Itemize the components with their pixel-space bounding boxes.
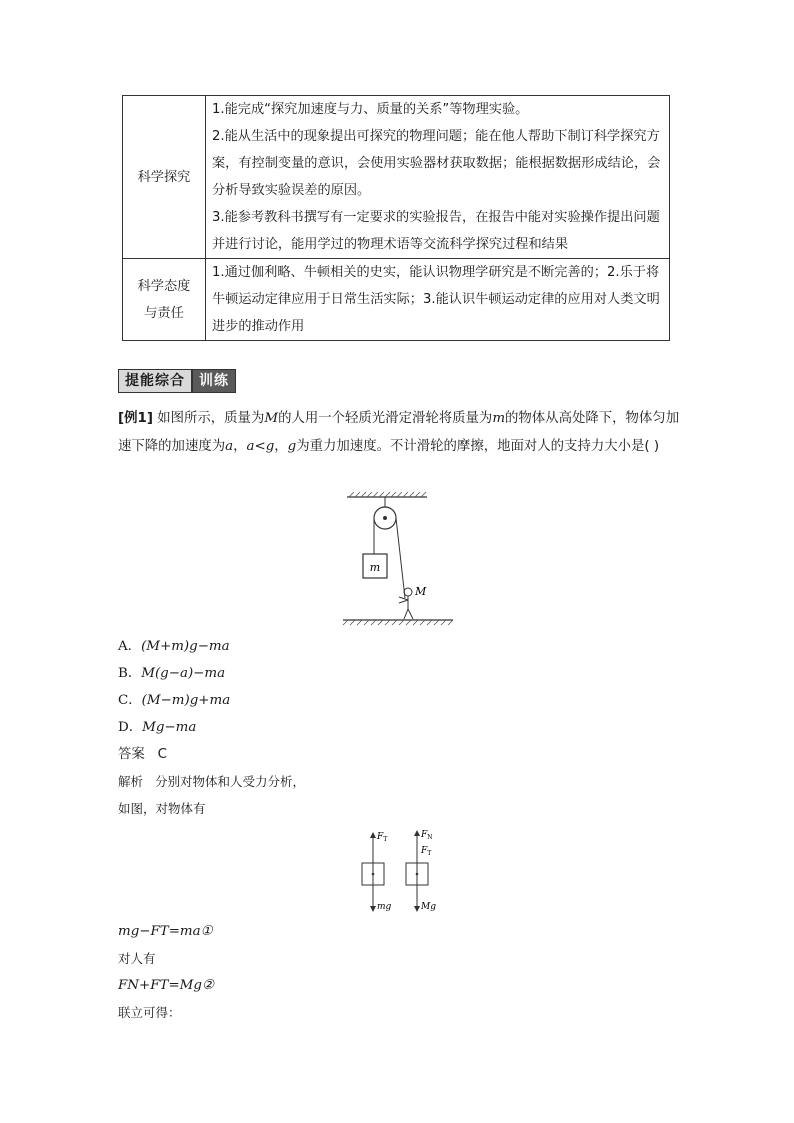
var-a: a bbox=[225, 438, 234, 454]
analysis-text: 分别对物体和人受力分析， bbox=[154, 774, 305, 789]
description-line: 1.通过伽利略、牛顿相关的史实，能认识物理学研究是不断完善的；2.乐于将牛顿运动定律应用于日常生活实际；3.能认识牛顿运动定律的应用对人类文明进步的推动作用 bbox=[212, 265, 660, 334]
analysis-text: 对人有 bbox=[118, 951, 156, 966]
analysis-text: 联立可得： bbox=[118, 1005, 181, 1020]
description-line: 3.能参考教科书撰写有一定要求的实验报告，在报告中能对实验操作提出问题并进行讨论，能用学过的物理术语等交流科学探究过程和结果 bbox=[212, 210, 660, 252]
description-cell bbox=[206, 96, 670, 259]
pulley-axle bbox=[383, 516, 387, 520]
category-label: 与责任 bbox=[144, 305, 184, 321]
rope-right bbox=[396, 518, 405, 598]
var-m: m bbox=[492, 411, 506, 426]
option-c bbox=[118, 691, 230, 711]
option-b bbox=[118, 664, 225, 684]
person-figure bbox=[399, 588, 413, 619]
table-row bbox=[123, 96, 670, 259]
option-label: C． bbox=[118, 693, 142, 708]
analysis-label: 解析 bbox=[118, 774, 144, 789]
description-cell bbox=[206, 259, 670, 341]
force-label: Mg bbox=[421, 902, 436, 912]
force-label: $F_T$ bbox=[421, 846, 432, 857]
question-text: 的人用一个轻质光滑定滑轮将质量为 bbox=[278, 411, 493, 426]
option-label: B． bbox=[118, 666, 142, 681]
option-label: A． bbox=[118, 639, 142, 654]
option-expr: (M+m)g−ma bbox=[141, 639, 230, 654]
question-text: 如图所示，质量为 bbox=[152, 411, 265, 426]
section-header bbox=[118, 369, 236, 393]
table-row bbox=[123, 259, 670, 341]
category-cell bbox=[123, 259, 206, 341]
pulley-figure bbox=[335, 488, 465, 628]
var-M: M bbox=[264, 411, 279, 426]
var-g: g bbox=[287, 438, 297, 454]
equation-1: mg−FT=ma① bbox=[118, 924, 213, 939]
force-label: mg bbox=[377, 902, 392, 912]
category-label: 科学态度 bbox=[137, 278, 191, 294]
option-expr: Mg−ma bbox=[142, 720, 197, 735]
section-subtitle: 训练 bbox=[192, 369, 236, 393]
section-title: 提能综合 bbox=[118, 369, 192, 393]
category-label: 科学探究 bbox=[137, 169, 191, 185]
force-diagram bbox=[355, 825, 450, 915]
analysis-line bbox=[118, 799, 206, 819]
question-text: ， bbox=[274, 438, 288, 454]
ground-hatch bbox=[343, 620, 453, 625]
force-label: $F_T$ bbox=[377, 832, 388, 843]
force-label: $F_N$ bbox=[421, 830, 433, 841]
competency-table bbox=[122, 95, 670, 341]
option-label: D． bbox=[118, 720, 143, 735]
option-a bbox=[118, 637, 230, 657]
analysis-line bbox=[118, 772, 305, 792]
answer-label: 答案 bbox=[118, 747, 145, 762]
description-line: 2.能从生活中的现象提出可探究的物理问题；能在他人帮助下制订科学探究方案，有控制变量的意识，会使用实验器材获取数据；能根据数据形成结论，会分析导致实验误差的原因。 bbox=[212, 129, 661, 198]
example-label: [例1] bbox=[118, 411, 153, 426]
option-d bbox=[118, 718, 196, 738]
answer-value: C bbox=[157, 747, 167, 762]
question-text: 的物体从高处降下，物体匀加速下降的加速度为 bbox=[118, 411, 680, 454]
answer bbox=[118, 745, 167, 765]
question-text: 为重力加速度。不计滑轮的摩擦，地面对人的支持力大小是( ) bbox=[296, 438, 660, 454]
example-question bbox=[118, 405, 683, 460]
equation-2: FN+FT=Mg② bbox=[118, 978, 214, 993]
ceiling-hatch bbox=[349, 492, 426, 497]
option-expr: M(g−a)−ma bbox=[141, 666, 226, 681]
description-line: 1.能完成“探究加速度与力、质量的关系”等物理实验。 bbox=[212, 102, 529, 117]
analysis-text: 如图，对物体有 bbox=[118, 801, 206, 816]
category-cell bbox=[123, 96, 206, 259]
option-expr: (M−m)g+ma bbox=[141, 693, 231, 708]
person-label: M bbox=[415, 585, 427, 598]
question-text: ， bbox=[233, 438, 247, 454]
condition: a<g bbox=[246, 438, 275, 454]
block-label: m bbox=[369, 561, 381, 574]
